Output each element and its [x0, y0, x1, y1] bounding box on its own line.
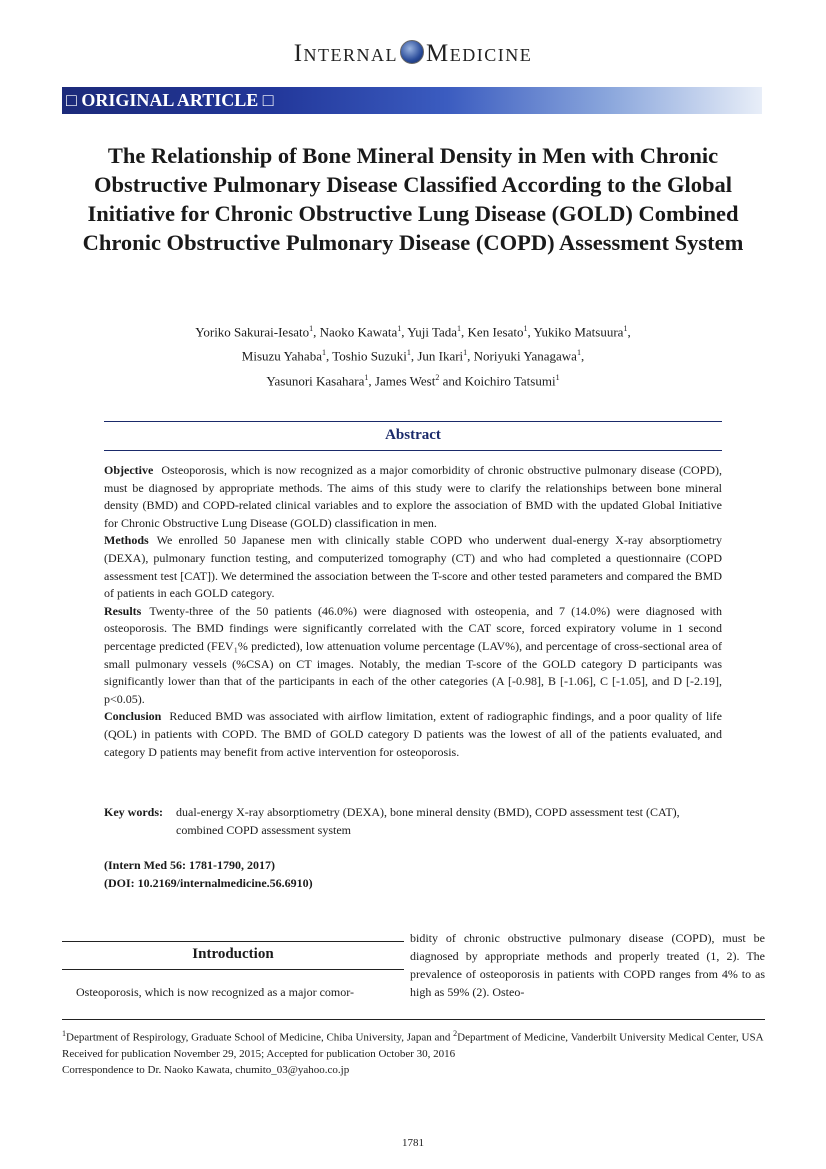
author-list: Yoriko Sakurai-Iesato$^1$, Naoko Kawata$^1$, Yuji Tada$^1$, Ken Iesato$^1$, Yukiko Matsuura$^1$, Misuzu Yahaba$^1$, Toshio Suzuki$^1$, Jun Ikari$^1$, Noriyuki Yanagawa$^1$, Yasunori Kasahara$^1$, James West$^2$ and Koichiro Tatsumi$^1$	[195, 324, 631, 388]
author-conjunction: and	[442, 372, 462, 388]
affiliation-2: Department of Medicine, Vanderbilt University Medical Center, USA	[457, 1031, 764, 1044]
keywords-label: Key words:	[104, 805, 163, 819]
author-affiliation-marker: 1	[457, 324, 462, 333]
author-affiliation-marker: 1	[309, 324, 314, 333]
citation	[104, 857, 313, 892]
article-type-label: □ ORIGINAL ARTICLE □	[66, 90, 274, 110]
abstract-results	[104, 603, 722, 709]
abstract-heading: Abstract	[385, 427, 441, 443]
author-name: Yasunori Kasahara	[266, 372, 365, 388]
divider	[104, 421, 722, 422]
affiliation-1: Department of Respirology, Graduate School of Medicine, Chiba University, Japan and	[66, 1031, 451, 1044]
section-text: Twenty-three of the 50 patients (46.0%) were diagnosed with osteopenia, and 7 (14.0%) were diagnosed with osteoporosis. The BMD findings were significantly correlated with the CAT score, forced expiratory volume in 1 second percentage predicted (FEV₁% predicted), low attenuation volume percentage (LAV%), and percentage of cross-sectional area of small pulmonary vessels (%CSA) on CT images. Notably, the median T-score of the GOLD category D participants was significantly lower than that of the participants in each of the other categories (A [-0.98], B [-1.06], C [-1.05], and D [-2.19], p<0.05).	[104, 603, 722, 706]
author-name: James West	[374, 372, 436, 388]
intro-text-right: bidity of chronic obstructive pulmonary disease (COPD), must be diagnosed by appropriate methods and properly treated (1, 2). The prevalence of osteoporosis in patients with COPD ranges from 4% to as high as 59% (2). Osteo-	[410, 931, 765, 999]
author-affiliation-marker: 2	[435, 372, 440, 382]
intro-text-left: Osteoporosis, which is now recognized as a major comor-	[76, 985, 355, 999]
aff-marker: 1	[62, 1029, 66, 1038]
author-affiliation-marker: 1	[406, 348, 411, 358]
author-name: Jun Ikari	[417, 348, 464, 364]
author-name: Misuzu Yahaba	[241, 348, 322, 364]
author-affiliation-marker: 1	[523, 324, 528, 333]
affiliations	[62, 1026, 765, 1046]
section-label: Methods	[104, 533, 149, 548]
abstract-methods	[104, 532, 722, 602]
aff-marker: 2	[453, 1029, 458, 1038]
author-affiliation-marker: 1	[623, 324, 628, 333]
introduction-heading: Introduction	[192, 946, 274, 962]
abstract-objective	[104, 462, 722, 532]
author-affiliation-marker: 1	[364, 372, 369, 382]
author-affiliation-marker: 1	[576, 348, 581, 358]
article-title: The Relationship of Bone Mineral Density in Men with Chronic Obstructive Pulmonary Disease Classified According to the Global Initiative for Chronic Obstructive Lung Disease (GOLD) Combined Chronic Obstructive Pulmonary Disease (COPD) Assessment System	[82, 143, 744, 255]
section-label: Objective	[104, 463, 154, 477]
section-text: Osteoporosis, which is now recognized as a major comorbidity of chronic obstructive pulmonary disease (COPD), must be diagnosed by appropriate methods. The aims of this study were to clarify the relationships between bone mineral density (BMD) and COPD-related clinical variables and to explore the association of BMD with the updated Global Initiative for Chronic Obstructive Lung Disease (GOLD) classification in men.	[104, 463, 722, 530]
received-dates: Received for publication November 29, 2015; Accepted for publication October 30, 2016	[62, 1047, 456, 1060]
author-name: Yukiko Matsuura	[533, 324, 624, 340]
section-label: Conclusion	[104, 709, 162, 724]
author-name: Yuji Tada	[407, 324, 458, 340]
article-type-banner	[62, 87, 762, 114]
author-name: Ken Iesato	[467, 324, 524, 340]
author-name: Yoriko Sakurai-Iesato	[195, 324, 310, 340]
section-text: Reduced BMD was associated with airflow limitation, extent of radiographic findings, and a poor quality of life (QOL) in patients with COPD. The BMD of GOLD category D patients was the lowest of all of the patients evaluated, and category D patients may benefit from active intervention for osteoporosis.	[104, 709, 722, 759]
keywords	[104, 804, 722, 839]
divider	[62, 1019, 765, 1020]
journal-name-left: Internal	[293, 40, 399, 67]
author-affiliation-marker: 1	[397, 324, 402, 333]
author-name: Koichiro Tatsumi	[464, 372, 556, 388]
abstract-body	[104, 462, 722, 761]
keywords-text: dual-energy X-ray absorptiometry (DEXA), bone mineral density (BMD), COPD assessment test (CAT), combined COPD assessment system	[176, 805, 680, 837]
divider	[104, 450, 722, 451]
correspondence: Correspondence to Dr. Naoko Kawata, chumito_03@yahoo.co.jp	[62, 1063, 350, 1076]
author-name: Noriyuki Yanagawa	[473, 348, 577, 364]
section-label: Results	[104, 603, 142, 618]
author-name: Naoko Kawata	[319, 324, 398, 340]
footnotes	[62, 1026, 765, 1078]
globe-logo-icon	[400, 40, 424, 64]
journal-logo	[0, 40, 826, 68]
page-number: 1781	[402, 1137, 424, 1149]
doi-line: (DOI: 10.2169/internalmedicine.56.6910)	[104, 875, 313, 890]
divider	[62, 969, 404, 970]
author-name: Toshio Suzuki	[332, 348, 407, 364]
section-text: We enrolled 50 Japanese men with clinically stable COPD who underwent dual-energy X-ray absorptiometry (DEXA), pulmonary function testing, and computerized tomography (CT) and who had completed a questionnaire (COPD assessment test [CAT]). We determined the association between the T-score and other tested parameters and compared the BMD of patients in each GOLD category.	[104, 533, 722, 601]
author-affiliation-marker: 1	[463, 348, 468, 358]
abstract-conclusion	[104, 708, 722, 761]
author-affiliation-marker: 1	[555, 372, 560, 382]
divider	[62, 941, 404, 942]
author-affiliation-marker: 1	[321, 348, 326, 358]
citation-line: (Intern Med 56: 1781-1790, 2017)	[104, 858, 275, 872]
journal-name-right: Medicine	[426, 40, 533, 67]
